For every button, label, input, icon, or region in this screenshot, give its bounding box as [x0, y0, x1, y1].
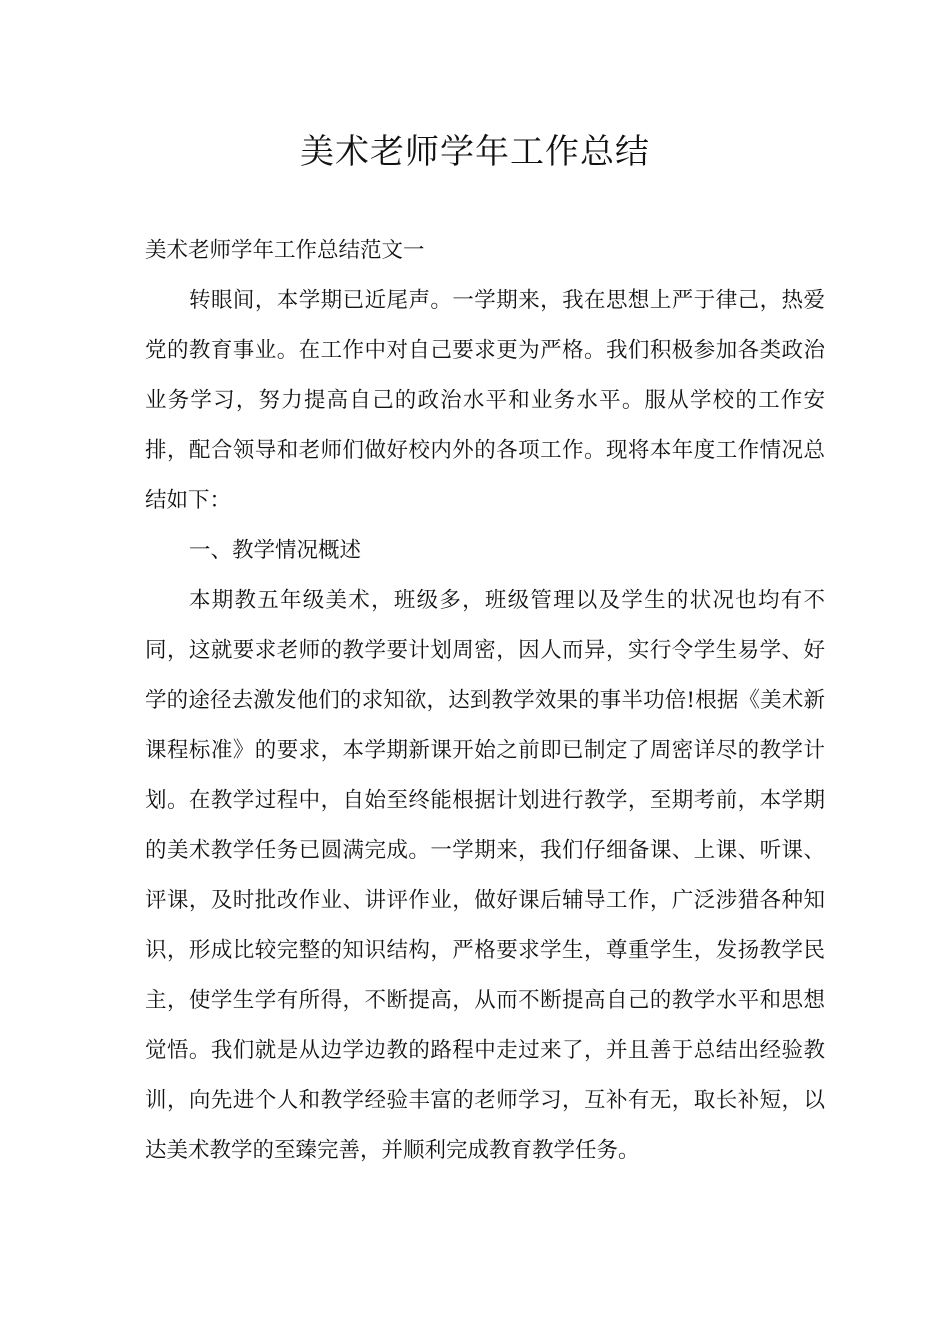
paragraph-teaching: 本期教五年级美术，班级多，班级管理以及学生的状况也均有不同，这就要求老师的教学要计划周密，因人而异，实行令学生易学、好学的途径去激发他们的求知欲，达到教学效果的事半功倍!根据《美术新课程标准》的要求，本学期新课开始之前即已制定了周密详尽的教学计划。在教学过程中，自始至终能根据计划进行教学，至期考前，本学期的美术教学任务已圆满完成。一学期来，我们仔细备课、上课、听课、评课，及时批改作业、讲评作业，做好课后辅导工作，广泛涉猎各种知识，形成比较完整的知识结构，严格要求学生，尊重学生，发扬教学民主，使学生学有所得，不断提高，从而不断提高自己的教学水平和思想觉悟。我们就是从边学边教的路程中走过来了，并且善于总结出经验教训，向先进个人和教学经验丰富的老师学习，互补有无，取长补短，以达美术教学的至臻完善，并顺利完成教育教学任务。 [145, 588, 825, 1163]
paragraph-intro: 转眼间，本学期已近尾声。一学期来，我在思想上严于律己，热爱党的教育事业。在工作中对自己要求更为严格。我们积极参加各类政治业务学习，努力提高自己的政治水平和业务水平。服从学校的工作安排，配合领导和老师们做好校内外的各项工作。现将本年度工作情况总结如下： [145, 288, 825, 513]
section-subtitle: 美术老师学年工作总结范文一 [145, 238, 425, 263]
section-heading: 一、教学情况概述 [189, 538, 362, 563]
document-body [145, 226, 825, 1176]
page-title: 美术老师学年工作总结 [300, 132, 650, 172]
